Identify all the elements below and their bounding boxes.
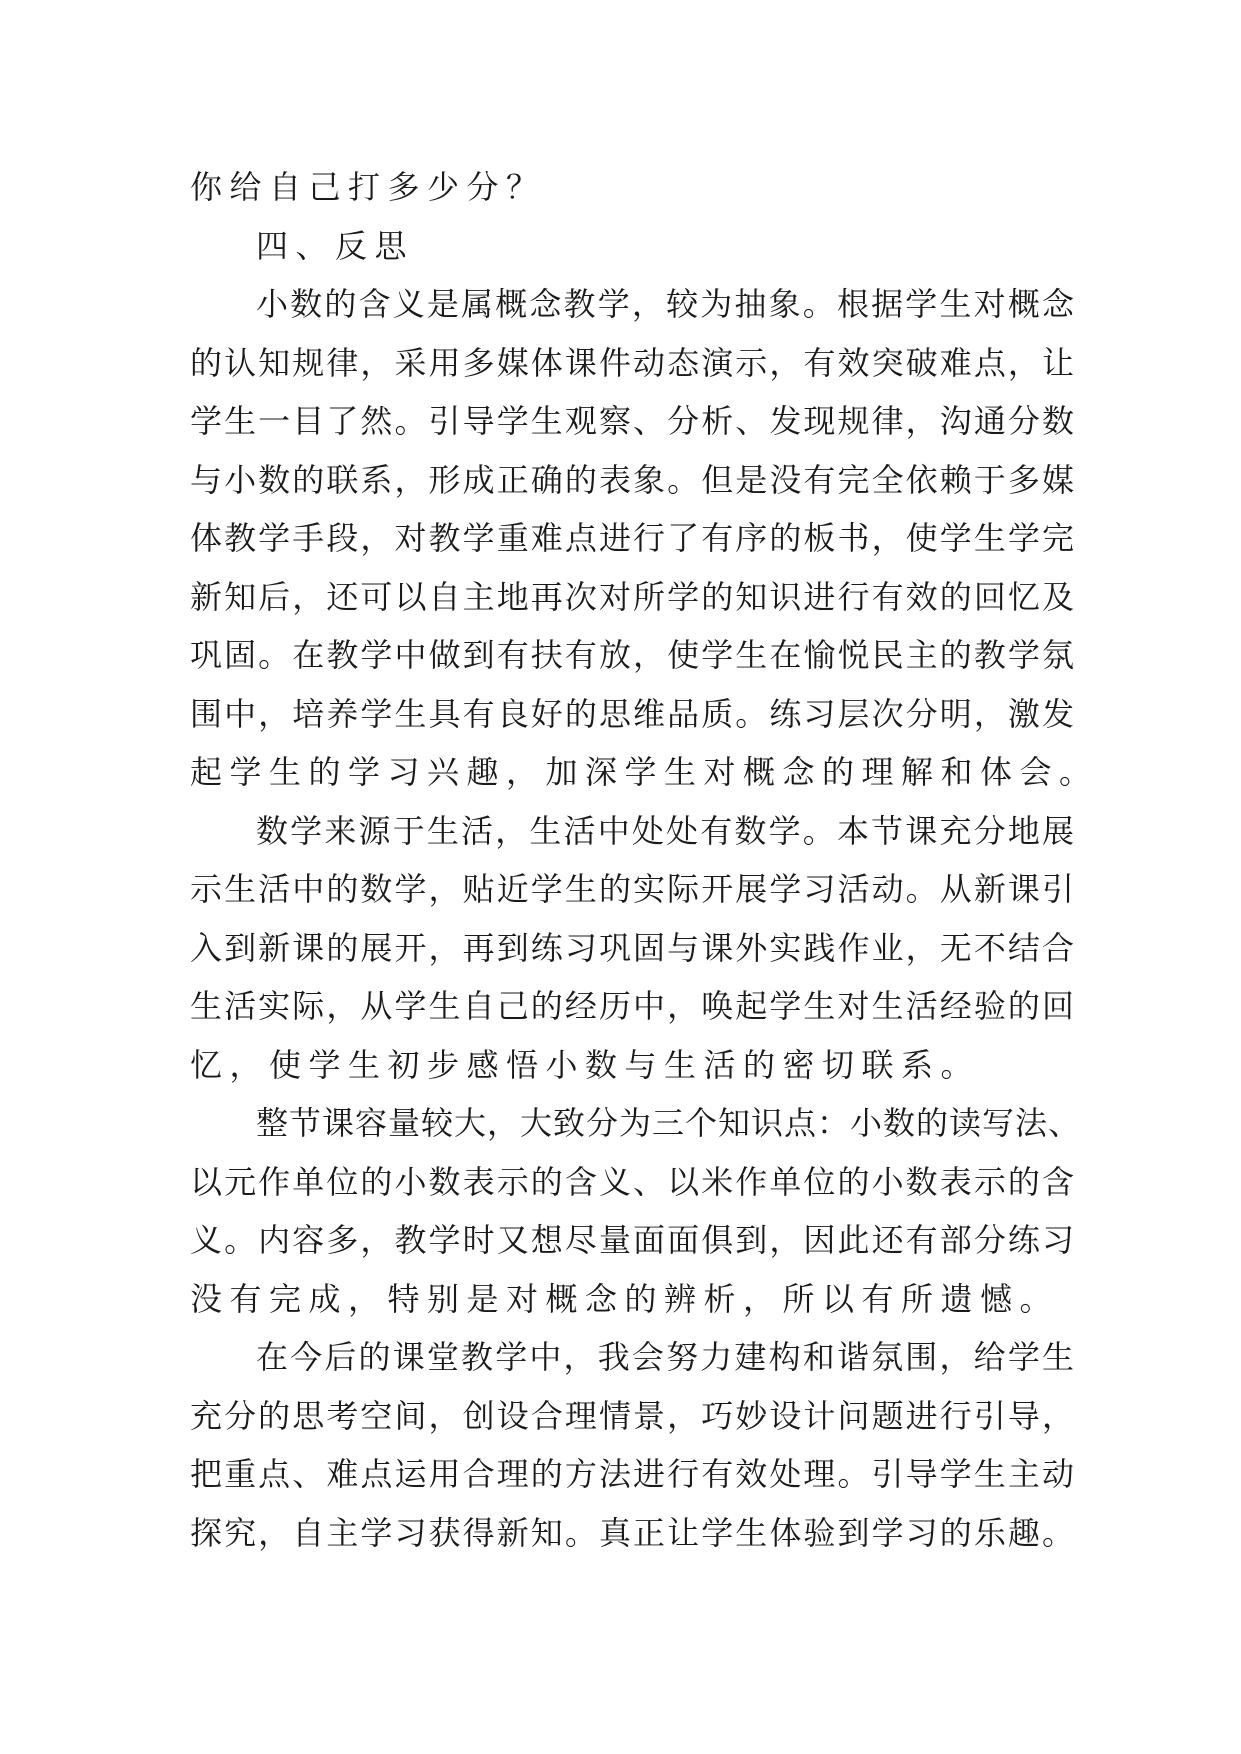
text-line: 忆，使学生初步感悟小数与生活的密切联系。 <box>190 1045 981 1084</box>
text-line: 义。内容多，教学时又想尽量面面俱到，因此还有部分练习 <box>190 1221 1075 1259</box>
text-line: 数学来源于生活，生活中处处有数学。本节课充分地展 <box>256 811 1075 850</box>
text-line: 生活实际，从学生自己的经历中，唤起学生对生活经验的回 <box>190 987 1075 1025</box>
text-line: 新知后，还可以自主地再次对所学的知识进行有效的回忆及 <box>190 577 1075 616</box>
section-heading: 四、反思 <box>256 226 415 265</box>
text-line: 示生活中的数学，贴近学生的实际开展学习活动。从新课引 <box>190 870 1075 908</box>
text-line: 学生一目了然。引导学生观察、分析、发现规律，沟通分数 <box>190 402 1075 440</box>
text-line: 在今后的课堂教学中，我会努力建构和谐氛围，给学生 <box>256 1338 1075 1376</box>
text-line: 以元作单位的小数表示的含义、以米作单位的小数表示的含 <box>190 1162 1075 1201</box>
text-line: 充分的思考空间，创设合理情景，巧妙设计问题进行引导， <box>190 1396 1075 1435</box>
body-text <box>190 158 1099 1562</box>
text-line: 整节课容量较大，大致分为三个知识点：小数的读写法、 <box>256 1104 1082 1142</box>
text-line: 你给自己打多少分？ <box>190 168 546 206</box>
text-line: 巩固。在教学中做到有扶有放，使学生在愉悦民主的教学氛 <box>190 636 1075 674</box>
text-line: 入到新课的展开，再到练习巩固与课外实践作业，无不结合 <box>190 928 1075 967</box>
text-line: 探究，自主学习获得新知。真正让学生体验到学习的乐趣。 <box>190 1513 1075 1552</box>
text-line: 没有完成，特别是对概念的辨析，所以有所遗憾。 <box>190 1279 1060 1318</box>
text-line: 体教学手段，对教学重难点进行了有序的板书，使学生学完 <box>190 519 1075 557</box>
text-line: 小数的含义是属概念教学，较为抽象。根据学生对概念 <box>256 285 1075 323</box>
text-line: 与小数的联系，形成正确的表象。但是没有完全依赖于多媒 <box>190 460 1075 499</box>
text-line: 围中，培养学生具有良好的思维品质。练习层次分明，激发 <box>190 694 1075 733</box>
text-line: 把重点、难点运用合理的方法进行有效处理。引导学生主动 <box>190 1455 1075 1493</box>
text-line: 起学生的学习兴趣，加深学生对概念的理解和体会。 <box>190 753 1099 791</box>
text-line: 的认知规律，采用多媒体课件动态演示，有效突破难点，让 <box>190 343 1075 382</box>
